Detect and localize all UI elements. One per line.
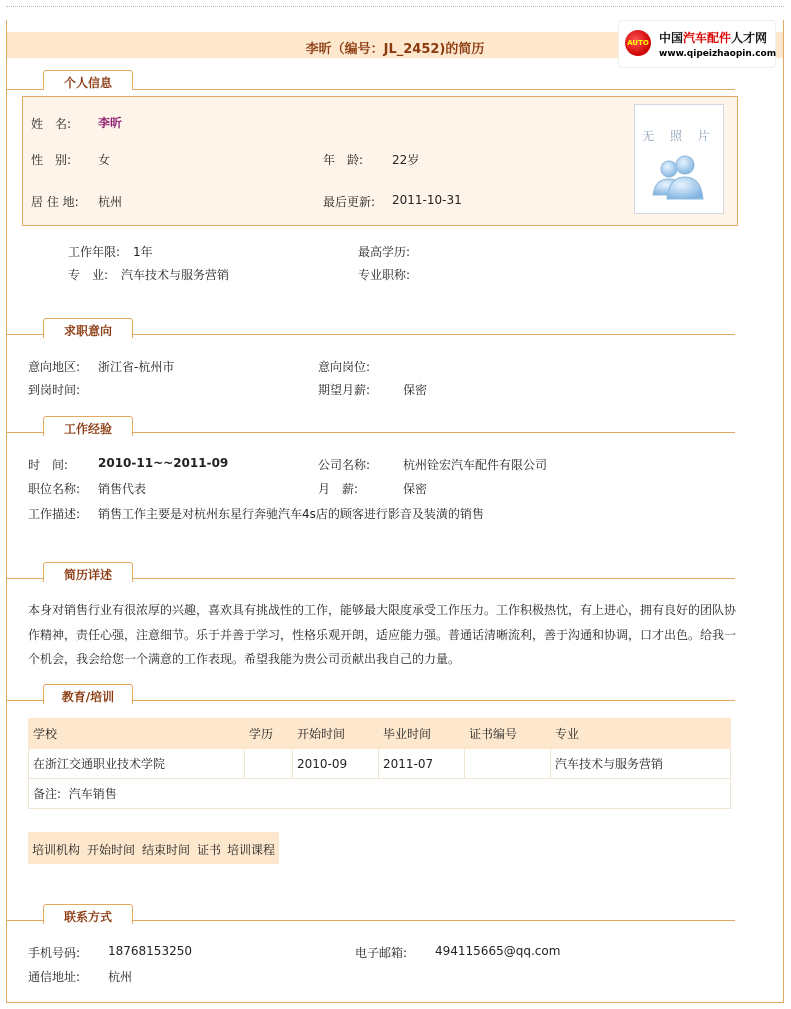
age-label: 年 龄: xyxy=(323,153,364,167)
section-tab-detail xyxy=(43,562,133,582)
training-col-header: 证书 xyxy=(197,843,222,857)
top-border xyxy=(6,0,784,7)
table-cell xyxy=(465,749,551,779)
arrival-label: 到岗时间: xyxy=(28,383,81,397)
area-label: 意向地区: xyxy=(28,360,81,374)
phone-value: 18768153250 xyxy=(108,944,192,958)
section-title: 教育/培训 xyxy=(61,690,115,704)
pay-label: 月 薪: xyxy=(318,482,359,496)
logo-name xyxy=(659,29,767,46)
title-label: 专业职称: xyxy=(358,268,411,282)
address-label: 通信地址: xyxy=(28,970,81,984)
degree-label: 最高学历: xyxy=(358,245,411,259)
section-tab-personal xyxy=(43,70,133,90)
page-title: 李昕（编号：JL_2452)的简历 xyxy=(305,42,485,57)
table-header-row xyxy=(29,719,731,749)
company-value: 杭州铨宏汽车配件有限公司 xyxy=(403,458,548,472)
gender-label: 性 别: xyxy=(31,153,72,167)
detail-line-1: 本身对销售行业有很浓厚的兴趣，喜欢具有挑战性的工作，能够最大限度承受工作压力。工作积极热忱，有上进心，拥有良好的团队协 xyxy=(28,603,737,617)
section-tab-education xyxy=(43,684,133,704)
email-label: 电子邮箱: xyxy=(355,946,408,960)
residence-label: 居 住 地: xyxy=(31,195,79,209)
section-title: 求职意向 xyxy=(63,324,112,338)
section-tab-work xyxy=(43,416,133,436)
section-tab-contact xyxy=(43,904,133,924)
years-label: 工作年限: xyxy=(68,245,121,259)
table-cell xyxy=(245,749,293,779)
training-col-header: 开始时间 xyxy=(87,843,136,857)
salary-label: 期望月薪: xyxy=(318,383,371,397)
col-header: 学历 xyxy=(245,719,293,749)
avatar-icon xyxy=(649,155,709,205)
address-value: 杭州 xyxy=(108,970,133,984)
photo-placeholder-text: 无 照 片 xyxy=(642,129,716,143)
table-cell: 汽车技术与服务营销 xyxy=(551,749,731,779)
gender-value: 女 xyxy=(98,153,111,167)
logo-badge-icon xyxy=(625,30,651,56)
email-value[interactable]: 494115665@qq.com xyxy=(435,944,561,958)
position-label: 意向岗位: xyxy=(318,360,371,374)
phone-label: 手机号码: xyxy=(28,946,81,960)
logo-badge-text: AUTO xyxy=(627,39,649,47)
area-value: 浙江省-杭州市 xyxy=(98,360,175,374)
residence-value: 杭州 xyxy=(98,195,123,209)
work-desc-value: 销售工作主要是对杭州东星行奔驰汽车4s店的顾客进行影音及装潢的销售 xyxy=(98,507,484,521)
role-label: 职位名称: xyxy=(28,482,81,496)
detail-line-3: 个机会，我会给您一个满意的工作表现。希望我能为贵公司贡献出我自己的力量。 xyxy=(28,652,461,666)
name-value: 李昕 xyxy=(98,116,123,130)
updated-value: 2011-10-31 xyxy=(392,193,462,207)
training-col-header: 培训机构 xyxy=(32,843,81,857)
section-title: 联系方式 xyxy=(63,910,112,924)
company-label: 公司名称: xyxy=(318,458,371,472)
section-title: 个人信息 xyxy=(63,76,112,90)
note-cell xyxy=(29,779,731,809)
col-header: 毕业时间 xyxy=(379,719,465,749)
logo-suffix: 人才网 xyxy=(731,31,768,45)
work-time-value: 2010-11~~2011-09 xyxy=(98,456,229,470)
pay-value: 保密 xyxy=(403,482,428,496)
table-cell: 2010-09 xyxy=(293,749,379,779)
major-value: 汽车技术与服务营销 xyxy=(121,268,230,282)
table-cell: 在浙江交通职业技术学院 xyxy=(29,749,245,779)
years-value: 1年 xyxy=(133,245,153,259)
site-logo[interactable] xyxy=(618,20,776,68)
logo-highlight: 汽车配件 xyxy=(683,31,732,45)
section-title: 工作经验 xyxy=(63,422,112,436)
col-header: 证书编号 xyxy=(465,719,551,749)
logo-prefix: 中国 xyxy=(659,31,684,45)
name-label: 姓 名: xyxy=(31,117,72,131)
education-table xyxy=(28,718,731,809)
table-row xyxy=(29,749,731,779)
note-label: 备注: xyxy=(33,787,62,801)
note-value: 汽车销售 xyxy=(68,787,117,801)
work-desc-label: 工作描述: xyxy=(28,507,81,521)
salary-value: 保密 xyxy=(403,383,428,397)
training-col-header: 培训课程 xyxy=(227,843,276,857)
section-title: 简历详述 xyxy=(63,568,112,582)
note-row xyxy=(29,779,731,809)
col-header: 开始时间 xyxy=(293,719,379,749)
col-header: 学校 xyxy=(29,719,245,749)
photo-placeholder xyxy=(634,104,724,214)
personal-info-box xyxy=(22,96,738,226)
role-value: 销售代表 xyxy=(98,482,147,496)
table-cell: 2011-07 xyxy=(379,749,465,779)
age-value: 22岁 xyxy=(392,153,420,167)
logo-url: www.qipeizhaopin.com xyxy=(659,49,777,59)
work-time-label: 时 间: xyxy=(28,458,69,472)
updated-label: 最后更新: xyxy=(323,195,376,209)
section-tab-intention xyxy=(43,318,133,338)
detail-line-2: 作精神，责任心强，注意细节。乐于并善于学习，性格乐观开朗，适应能力强。普通话清晰流利，善于沟通和协调，口才出色。给我一 xyxy=(28,628,737,642)
training-header-bar xyxy=(28,832,279,864)
col-header: 专业 xyxy=(551,719,731,749)
major-label: 专 业: xyxy=(68,268,109,282)
training-col-header: 结束时间 xyxy=(142,843,191,857)
